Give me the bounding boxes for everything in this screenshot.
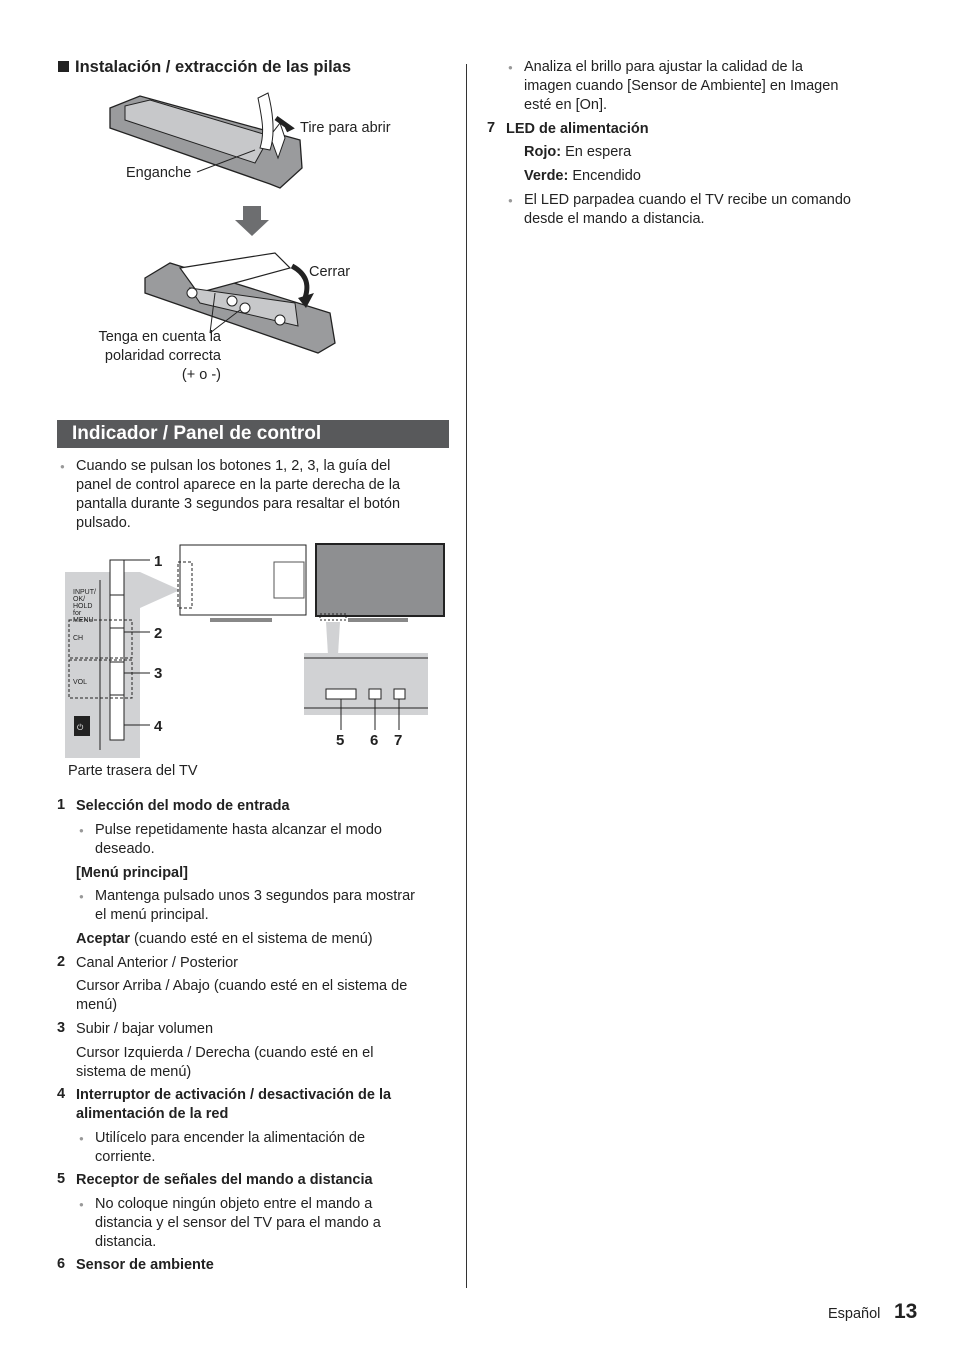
item-6-number: 6 bbox=[57, 1256, 66, 1272]
item-4-number: 4 bbox=[57, 1086, 66, 1102]
label-tire: Tire para abrir bbox=[300, 120, 391, 136]
label-polaridad-1: Tenga en cuenta la bbox=[98, 329, 221, 345]
square-bullet-icon bbox=[58, 61, 69, 72]
item-4-title: Interruptor de activación / desactivación de la alimentación de la red bbox=[76, 1087, 392, 1122]
down-arrow-icon bbox=[235, 206, 269, 236]
callout-6: 6 bbox=[370, 732, 379, 749]
item-3-number: 3 bbox=[57, 1020, 66, 1036]
item-2-extra: Cursor Arriba / Abajo (cuando esté en el sistema de menú) bbox=[76, 978, 408, 1013]
item-1-number: 1 bbox=[57, 797, 66, 813]
intro-bullet: ● Cuando se pulsan los botones 1, 2, 3, la guía del panel de control aparece en la parte derecha de la pantalla durante 3 segundos para resaltar el botón pulsado. bbox=[76, 457, 446, 533]
item-1-title: Selección del modo de entrada bbox=[76, 798, 290, 814]
callout-3: 3 bbox=[154, 665, 163, 682]
panel-caption: Parte trasera del TV bbox=[68, 763, 198, 779]
label-polaridad-2: polaridad correcta bbox=[104, 348, 221, 364]
footer-language: Español bbox=[828, 1306, 881, 1322]
button-label-input: INPUT/ bbox=[73, 589, 96, 596]
button-label-for: for bbox=[73, 610, 82, 617]
item-1-sub: [Menú principal] bbox=[76, 865, 188, 881]
item-4-bullet: ● Utilícelo para encender la alimentación de corriente. bbox=[95, 1129, 365, 1167]
callout-1: 1 bbox=[154, 553, 163, 570]
button-label-menu: MENU bbox=[73, 617, 94, 624]
item-7-rojo: Rojo: En espera bbox=[524, 144, 632, 160]
label-cerrar: Cerrar bbox=[309, 264, 351, 280]
item-7-verde: Verde: Encendido bbox=[524, 168, 641, 184]
button-label-vol: VOL bbox=[73, 679, 88, 686]
callout-4: 4 bbox=[154, 718, 163, 735]
pilas-heading: Instalación / extracción de las pilas bbox=[58, 58, 351, 77]
control-panel-diagram bbox=[60, 540, 450, 765]
item-6-title: Sensor de ambiente bbox=[76, 1257, 214, 1273]
item-1-accept: Aceptar (cuando esté en el sistema de menú) bbox=[76, 931, 373, 947]
item-7-bullet: ● El LED parpadea cuando el TV recibe un comando desde el mando a distancia. bbox=[524, 191, 851, 229]
button-label-hold: HOLD bbox=[73, 603, 93, 610]
footer-page-number: 13 bbox=[894, 1300, 918, 1323]
callout-5: 5 bbox=[336, 732, 345, 749]
item-1-sub-bullet: ● Mantenga pulsado unos 3 segundos para mostrar el menú principal. bbox=[95, 887, 415, 925]
callout-7: 7 bbox=[394, 732, 403, 749]
item-2-number: 2 bbox=[57, 954, 66, 970]
power-icon: ⏻ bbox=[77, 723, 84, 732]
tv-front-illustration bbox=[304, 544, 444, 730]
item-5-title: Receptor de señales del mando a distancia bbox=[76, 1172, 373, 1188]
item-3-line: Subir / bajar volumen bbox=[76, 1021, 214, 1037]
button-label-ch: CH bbox=[73, 635, 84, 642]
item-7-number: 7 bbox=[487, 120, 496, 136]
section-title: Indicador / Panel de control bbox=[57, 420, 449, 448]
item-7-title: LED de alimentación bbox=[506, 121, 649, 137]
right-bullet-1: ● Analiza el brillo para ajustar la calidad de la imagen cuando [Sensor de Ambiente] en Imagen esté en [On]. bbox=[524, 58, 838, 115]
item-3-extra: Cursor Izquierda / Derecha (cuando esté en el sistema de menú) bbox=[76, 1045, 374, 1080]
callout-2: 2 bbox=[154, 625, 163, 642]
item-1-bullet: ● Pulse repetidamente hasta alcanzar el modo deseado. bbox=[95, 821, 382, 859]
button-label-ok: OK/ bbox=[73, 596, 86, 603]
tv-back-illustration bbox=[178, 545, 306, 622]
label-polaridad-3: (+ o -) bbox=[181, 367, 221, 383]
item-5-bullet: ● No coloque ningún objeto entre el mando a distancia y el sensor del TV para el mando a distancia. bbox=[95, 1195, 381, 1252]
item-5-number: 5 bbox=[57, 1171, 66, 1187]
label-enganche: Enganche bbox=[126, 165, 192, 181]
item-2-line: Canal Anterior / Posterior bbox=[76, 955, 238, 971]
column-divider bbox=[466, 64, 467, 1288]
